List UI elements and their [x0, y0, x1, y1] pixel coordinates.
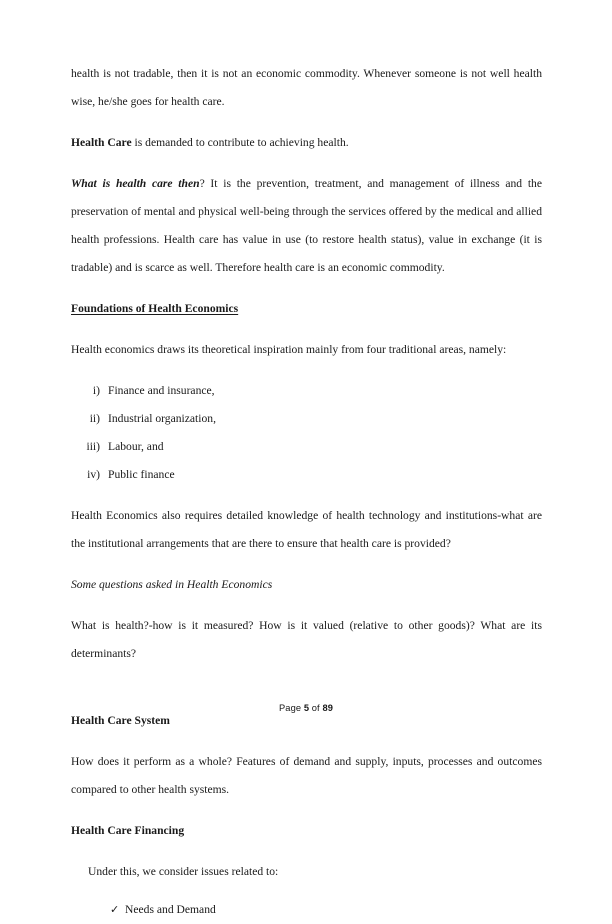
paragraph-what-is-health-care [71, 170, 542, 282]
check-icon: ✓ [110, 904, 120, 916]
paragraph-what-is-health-questions [71, 612, 542, 668]
paragraph-text: Health economics draws its theoretical inspiration mainly from four traditional areas, namely: [71, 343, 507, 356]
inline-bold-italic-what-is-health-care-then: What is health care then [71, 177, 200, 190]
inline-bold-health-care: Health Care [71, 136, 132, 149]
paragraph-text: What is health?-how is it measured? How is it valued (relative to other goods)? What are its determinants? [71, 619, 542, 660]
list-item-label: Public finance [108, 468, 175, 481]
subheading-text: Some questions asked in Health Economics [71, 578, 273, 591]
list-marker: i) [92, 384, 100, 397]
page-footer [0, 703, 612, 713]
heading-health-care-financing [71, 817, 542, 845]
list-item-label: Needs and Demand [125, 903, 216, 916]
page-content [71, 60, 542, 924]
subheading-some-questions-asked [71, 571, 542, 599]
roman-numeral-list [71, 377, 542, 489]
paragraph-four-traditional-areas [71, 336, 542, 364]
list-marker: ii) [89, 412, 100, 425]
heading-text: Health Care System [71, 714, 170, 727]
footer-separator: of [311, 703, 320, 713]
heading-text: Health Care Financing [71, 824, 185, 837]
list-item [71, 896, 542, 924]
list-item-label: Labour, and [108, 440, 164, 453]
paragraph-text: How does it perform as a whole? Features of demand and supply, inputs, processes and outcomes compared to other health systems. [71, 755, 542, 796]
paragraph-text: Health Economics also requires detailed knowledge of health technology and institutions-what are the institutional arrangements that are there to ensure that health care is provided? [71, 509, 542, 550]
paragraph-text: ? It is the prevention, treatment, and management of illness and the preservation of mental and physical well-being through the services offered by the medical and allied health professions. Health care has value in use (to restore health status), value in exchange (it is tradable) and is scarce as well. Therefore health care is an economic commodity. [71, 177, 542, 274]
list-item [71, 377, 542, 405]
paragraph-health-economics-knowledge [71, 502, 542, 558]
paragraph-how-does-it-perform [71, 748, 542, 804]
heading-foundations-of-health-economics [71, 295, 542, 323]
footer-total-pages: 89 [322, 703, 333, 713]
list-item [71, 433, 542, 461]
footer-current-page: 5 [303, 703, 310, 713]
checkmark-list [71, 896, 542, 924]
list-item [71, 405, 542, 433]
list-item-label: Finance and insurance, [108, 384, 215, 397]
list-item-label: Industrial organization, [108, 412, 216, 425]
list-item [71, 461, 542, 489]
paragraph-health-not-tradable [71, 60, 542, 116]
list-marker: iii) [86, 440, 100, 453]
paragraph-text: is demanded to contribute to achieving health. [131, 136, 349, 149]
heading-text: Foundations of Health Economics [71, 302, 239, 315]
paragraph-text: health is not tradable, then it is not an economic commodity. Whenever someone is not well health wise, he/she goes for health care. [71, 67, 542, 108]
paragraph-health-care-demanded [71, 129, 542, 157]
list-marker: iv) [87, 468, 100, 481]
paragraph-text: Under this, we consider issues related to: [88, 865, 279, 878]
paragraph-under-this-we-consider [71, 858, 542, 886]
footer-prefix: Page [279, 703, 302, 713]
